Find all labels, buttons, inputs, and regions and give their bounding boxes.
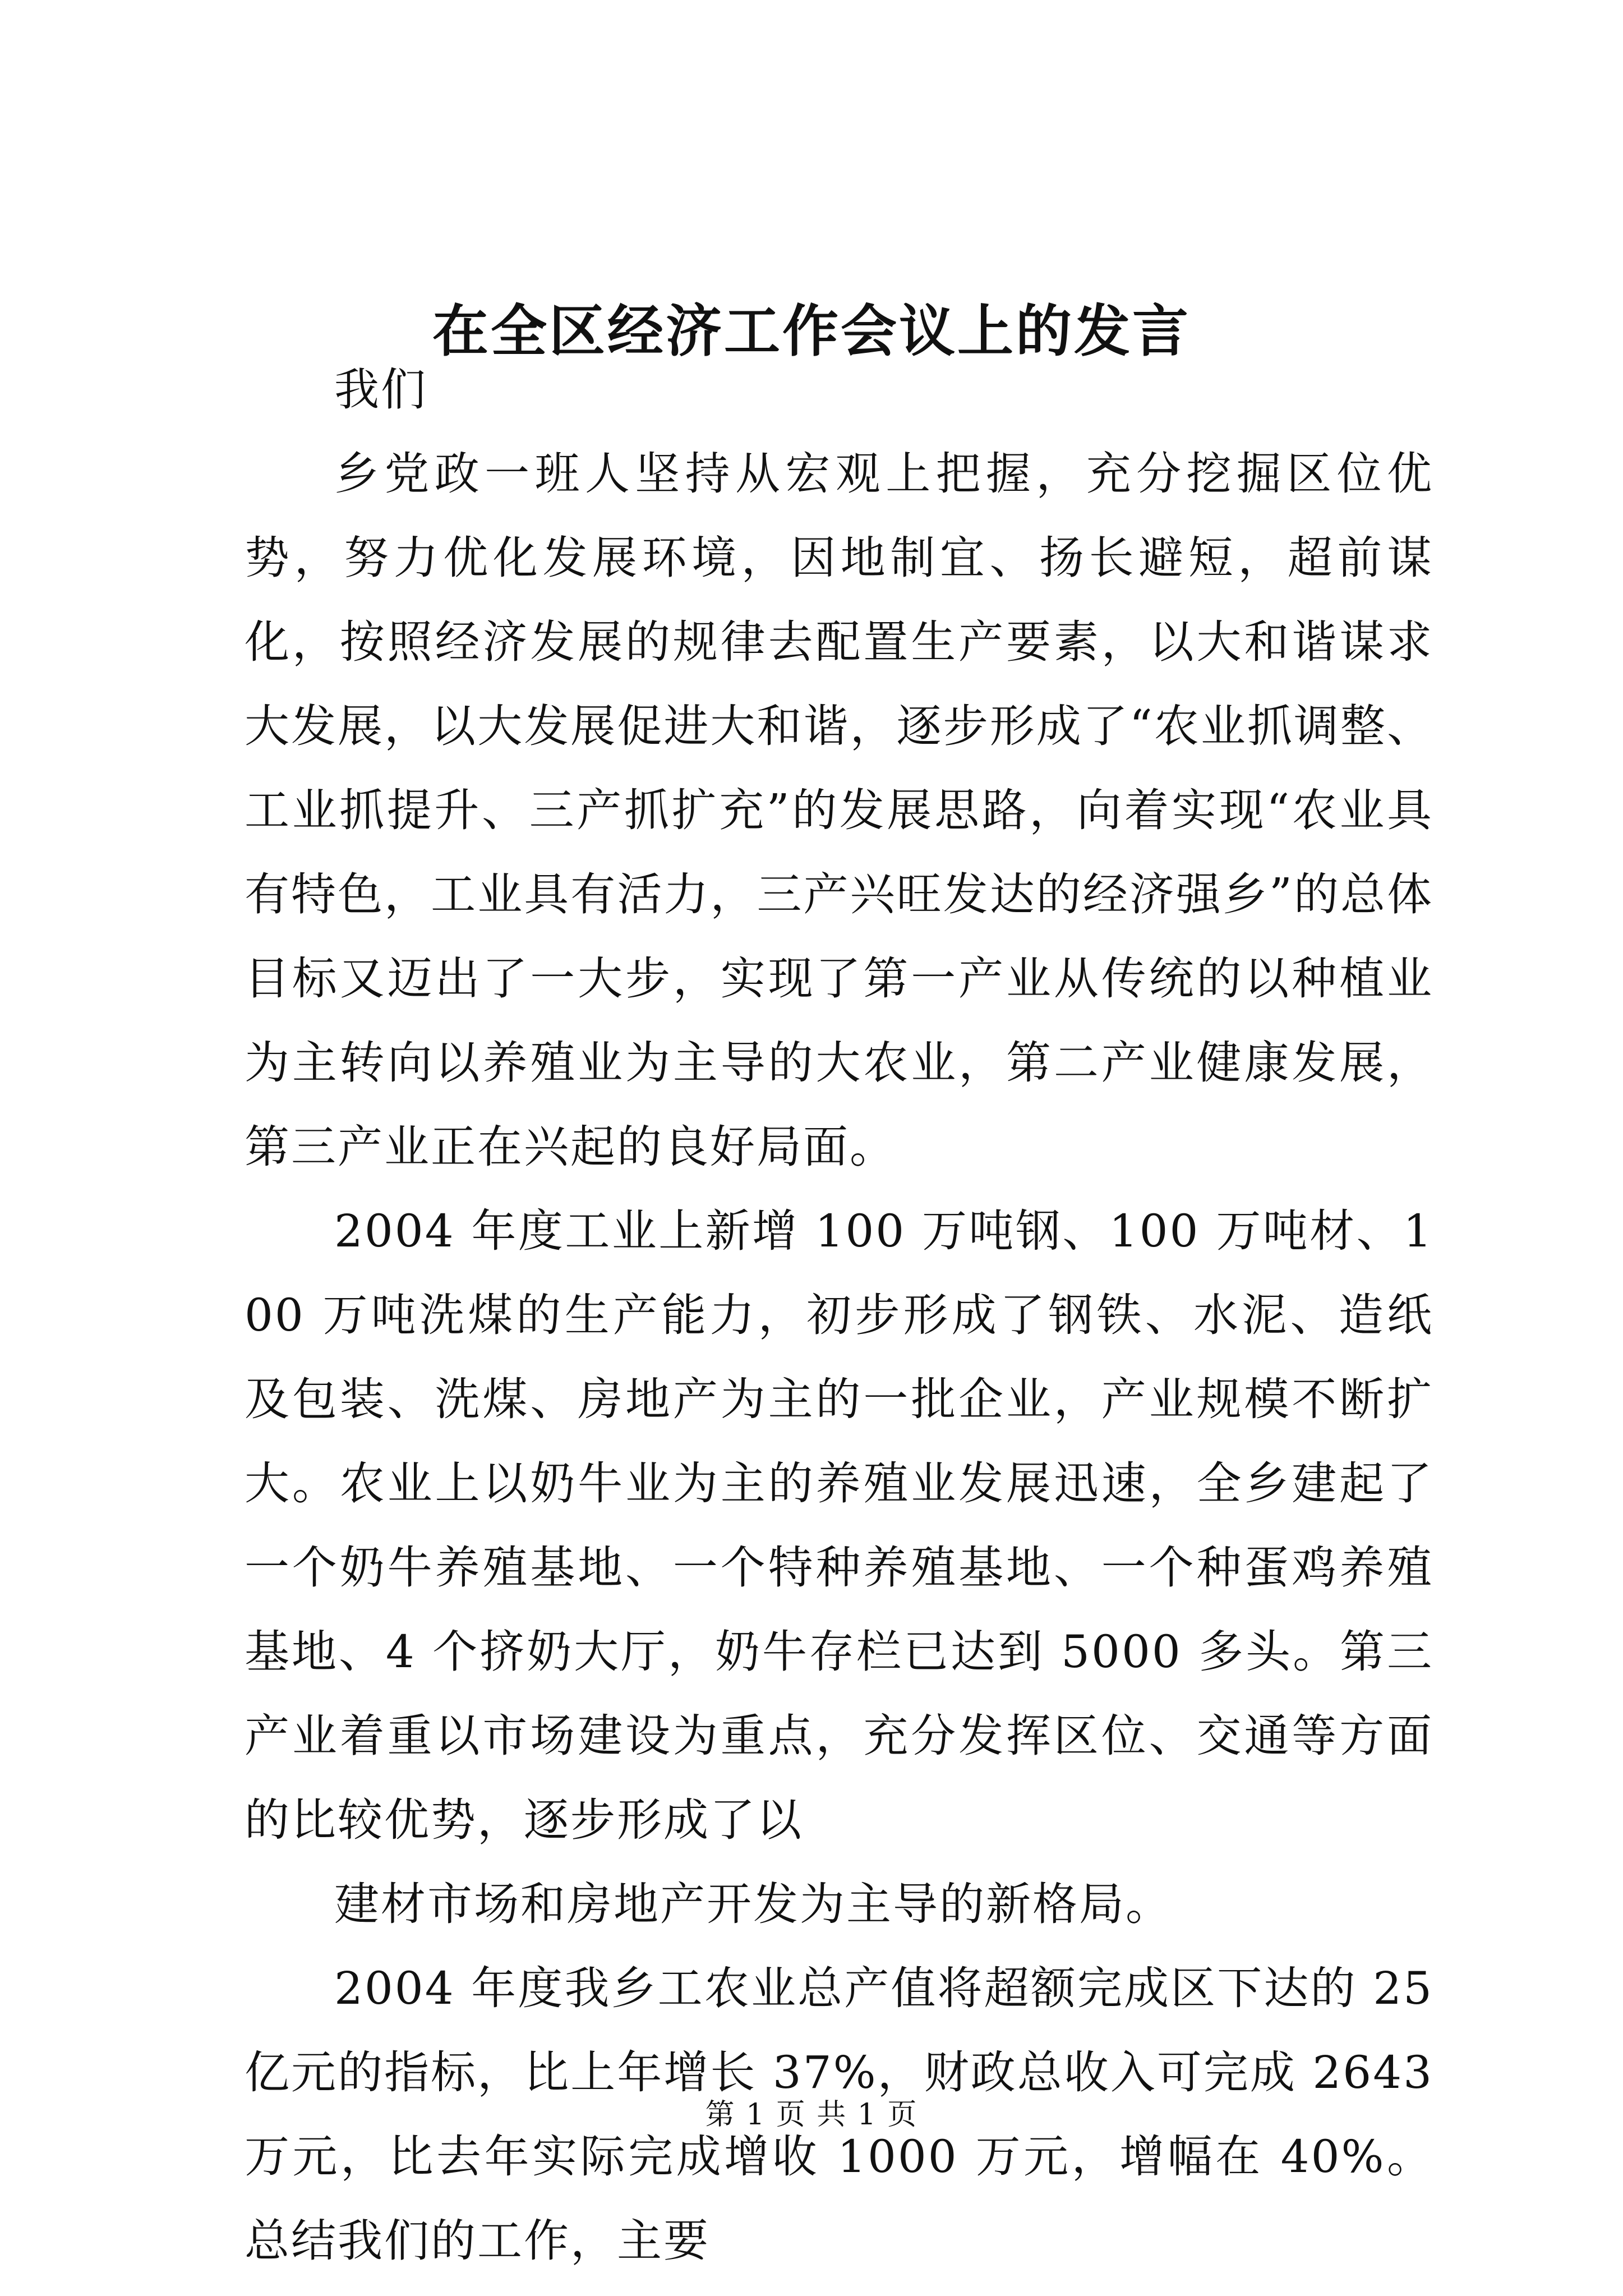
document-title: 在全区经济工作会议上的发言 bbox=[432, 298, 1191, 364]
paragraph-1: 我们 bbox=[334, 364, 427, 416]
paragraph-4: 建材市场和房地产开发为主导的新格局。 bbox=[334, 1878, 1172, 1930]
paragraph-5: 2004 年度我乡工农业总产值将超额完成区下达的 25 亿元的指标，比上年增长 37%，财政总收入可完成 2643 万元，比去年实际完成增收 1000 万元，增幅在 40%。总结我们的工作，主要 bbox=[245, 1962, 1433, 2267]
page-footer: 第 1 页 共 1 页 bbox=[705, 2098, 918, 2132]
paragraph-2: 乡党政一班人坚持从宏观上把握，充分挖掘区位优势，努力优化发展环境，因地制宜、扬长避短，超前谋化，按照经济发展的规律去配置生产要素，以大和谐谋求大发展，以大发展促进大和谐，逐步形成了“农业抓调整、工业抓提升、三产抓扩充”的发展思路，向着实现“农业具有特色，工业具有活力，三产兴旺发达的经济强乡”的总体目标又迈出了一大步，实现了第一产业从传统的以种植业为主转向以养殖业为主导的大农业，第二产业健康发展，第三产业正在兴起的良好局面。 bbox=[245, 448, 1433, 1173]
paragraph-3: 2004 年度工业上新增 100 万吨钢、100 万吨材、100 万吨洗煤的生产能力，初步形成了钢铁、水泥、造纸及包装、洗煤、房地产为主的一批企业，产业规模不断扩大。农业上以奶牛业为主的养殖业发展迅速，全乡建起了一个奶牛养殖基地、一个特种养殖基地、一个种蛋鸡养殖基地、4 个挤奶大厅，奶牛存栏已达到 5000 多头。第三产业着重以市场建设为重点，充分发挥区位、交通等方面的比较优势，逐步形成了以 bbox=[245, 1205, 1433, 1846]
document-body bbox=[245, 348, 1433, 2283]
